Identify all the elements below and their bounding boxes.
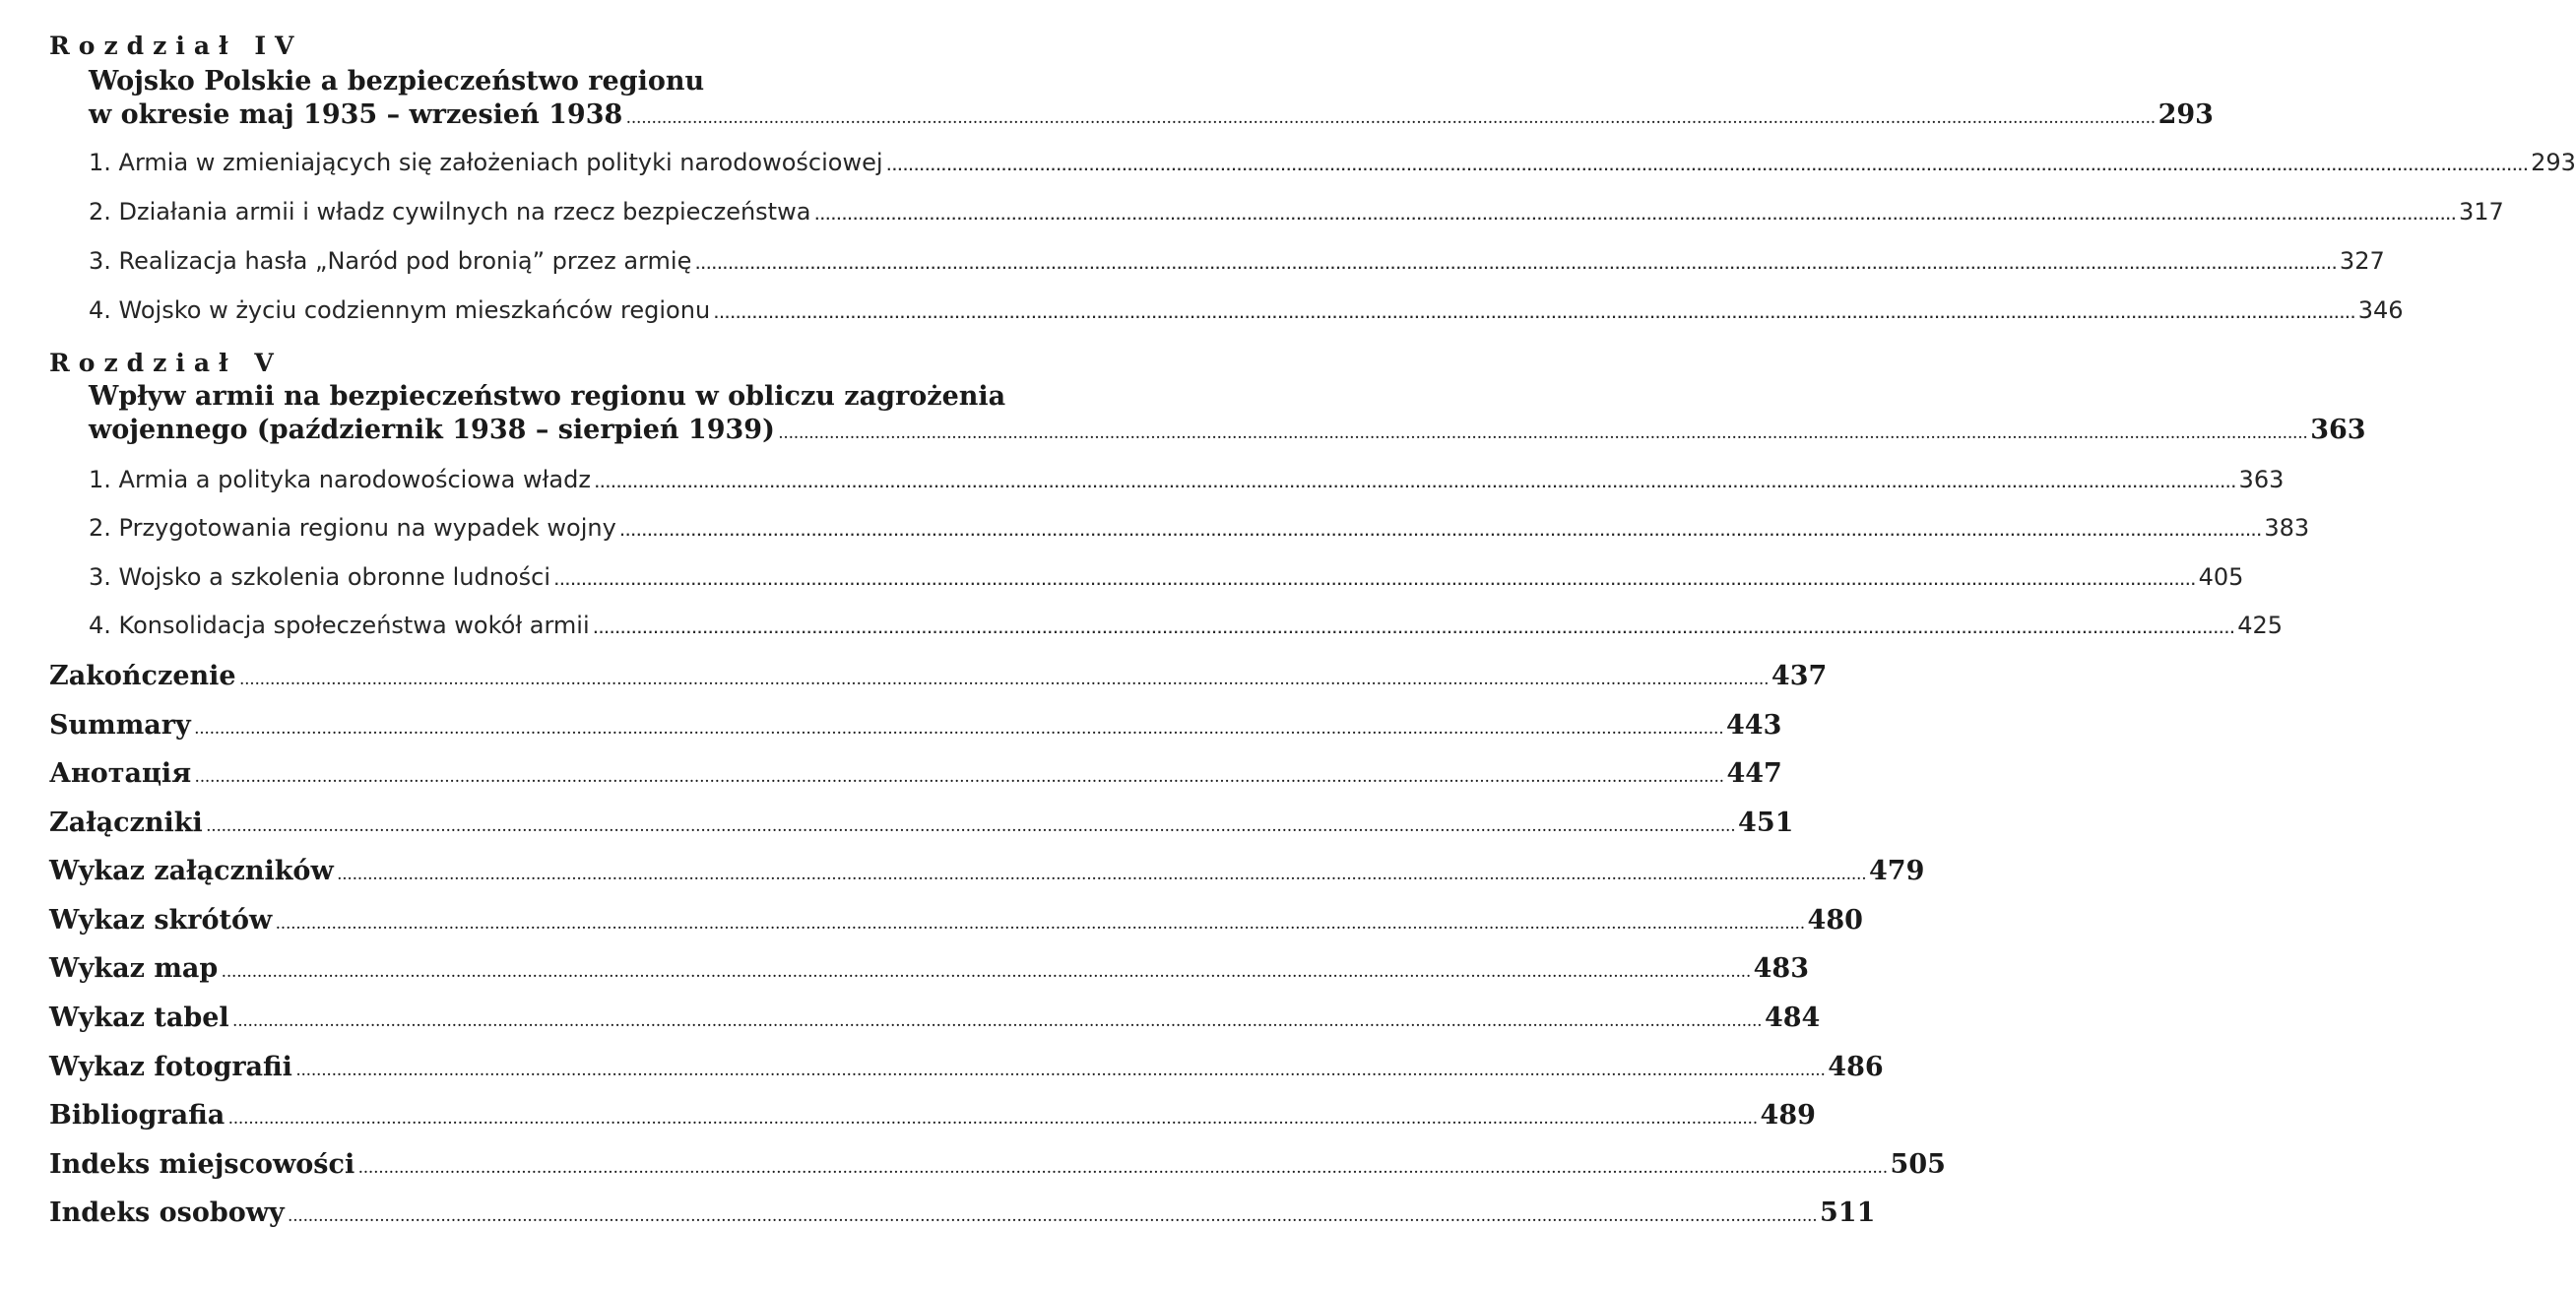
dot-leader: ............................................................................................................................................................................................................................................................................................................ (206, 820, 1737, 834)
chapter-4-title-line-2: w okresie maj 1935 – wrzesień 1938 (89, 99, 623, 130)
entry-label: Summary (49, 710, 191, 741)
section-page: 425 (2237, 612, 2284, 639)
section-label: 4. Konsolidacja społeczeństwa wokół armii (89, 612, 590, 639)
section-label: 1. Armia a polityka narodowościowa władz (89, 466, 591, 493)
chapter-5-title-line-2: wojennego (październik 1938 – sierpień 1939) (89, 415, 775, 445)
chapter-5-title-line-1: Wpływ armii na bezpieczeństwo regionu w obliczu zagrożenia (89, 381, 1006, 412)
toc-entry-wykaz-tabel[interactable] (49, 1002, 1821, 1039)
chapter-5-page: 363 (2310, 415, 2366, 445)
toc-section-4-1[interactable] (89, 148, 2576, 181)
section-label: 3. Realizacja hasła „Naród pod bronią” przez armię (89, 247, 692, 275)
toc-entry-indeks-miejscowosci[interactable] (49, 1148, 1946, 1186)
entry-page: 505 (1890, 1149, 1946, 1180)
toc-section-4-2[interactable] (89, 197, 2504, 230)
entry-page: 480 (1807, 905, 1863, 936)
entry-label: Załączniki (49, 808, 203, 838)
dot-leader: ............................................................................................................................................................................................................................................................................................................ (194, 723, 1725, 737)
entry-label: Wykaz map (49, 953, 219, 984)
dot-leader: ............................................................................................................................................................................................................................................................................................................ (195, 771, 1725, 785)
dot-leader: ............................................................................................................................................................................................................................................................................................................ (295, 1065, 1827, 1078)
entry-label: Wykaz fotografii (49, 1052, 292, 1082)
dot-leader: ............................................................................................................................................................................................................................................................................................................ (886, 160, 2530, 173)
entry-label: Wykaz tabel (49, 1003, 229, 1033)
entry-label: Zakończenie (49, 661, 236, 691)
dot-leader: ............................................................................................................................................................................................................................................................................................................ (626, 112, 2157, 126)
chapter-4-title-line-1: Wojsko Polskie a bezpieczeństwo regionu (89, 66, 705, 97)
section-label: 2. Działania armii i władz cywilnych na rzecz bezpieczeństwa (89, 198, 811, 226)
dot-leader: ............................................................................................................................................................................................................................................................................................................ (228, 1113, 1759, 1127)
entry-page: 447 (1726, 758, 1782, 789)
dot-leader: ............................................................................................................................................................................................................................................................................................................ (593, 622, 2236, 636)
section-page: 317 (2459, 198, 2504, 226)
dot-leader: ............................................................................................................................................................................................................................................................................................................ (814, 209, 2458, 223)
entry-label: Анотація (49, 758, 192, 789)
toc-section-5-2[interactable] (89, 513, 2310, 547)
entry-label: Indeks miejscowości (49, 1149, 355, 1180)
section-page: 363 (2238, 466, 2285, 493)
section-page: 383 (2264, 514, 2310, 542)
entry-label: Wykaz załączników (49, 856, 334, 886)
dot-leader: ............................................................................................................................................................................................................................................................................................................ (554, 574, 2197, 588)
entry-label: Bibliografia (49, 1100, 225, 1131)
entry-page: 483 (1753, 953, 1809, 984)
dot-leader: ............................................................................................................................................................................................................................................................................................................ (714, 307, 2356, 321)
section-label: 2. Przygotowania regionu na wypadek wojny (89, 514, 616, 542)
entry-page: 443 (1726, 710, 1782, 741)
entry-label: Indeks osobowy (49, 1197, 285, 1228)
dot-leader: ............................................................................................................................................................................................................................................................................................................ (358, 1162, 1889, 1176)
dot-leader: ............................................................................................................................................................................................................................................................................................................ (276, 918, 1806, 932)
toc-entry-wykaz-zalacznikow[interactable] (49, 855, 1925, 892)
chapter-4-page: 293 (2157, 99, 2214, 130)
toc-entry-wykaz-map[interactable] (49, 952, 1809, 990)
dot-leader: ............................................................................................................................................................................................................................................................................................................ (288, 1210, 1818, 1224)
dot-leader: ............................................................................................................................................................................................................................................................................................................ (594, 477, 2237, 490)
toc-entry-wykaz-fotografii[interactable] (49, 1051, 1884, 1088)
toc-entry-anotacja[interactable] (49, 757, 1782, 795)
toc-entry-zalaczniki[interactable] (49, 807, 1794, 844)
toc-section-5-3[interactable] (89, 562, 2244, 596)
dot-leader: ............................................................................................................................................................................................................................................................................................................ (695, 258, 2338, 272)
toc-section-4-3[interactable] (89, 246, 2385, 280)
toc-entry-summary[interactable] (49, 709, 1782, 746)
toc-section-5-4[interactable] (89, 611, 2284, 644)
dot-leader: ............................................................................................................................................................................................................................................................................................................ (239, 674, 1770, 687)
entry-page: 437 (1771, 661, 1828, 691)
dot-leader: ............................................................................................................................................................................................................................................................................................................ (232, 1015, 1763, 1029)
entry-label: Wykaz skrótów (49, 905, 273, 936)
dot-leader: ............................................................................................................................................................................................................................................................................................................ (222, 966, 1752, 980)
dot-leader: ............................................................................................................................................................................................................................................................................................................ (619, 525, 2263, 539)
section-page: 346 (2357, 296, 2404, 324)
entry-page: 511 (1820, 1197, 1876, 1228)
section-label: 4. Wojsko w życiu codziennym mieszkańców regionu (89, 296, 711, 324)
toc-entry-indeks-osobowy[interactable] (49, 1197, 1876, 1234)
entry-page: 486 (1828, 1052, 1884, 1082)
chapter-5-label: Rozdział V (49, 349, 283, 377)
chapter-4-label: Rozdział IV (49, 32, 303, 60)
entry-page: 479 (1869, 856, 1925, 886)
toc-section-4-4[interactable] (89, 295, 2404, 329)
section-page: 405 (2198, 563, 2244, 591)
dot-leader: ............................................................................................................................................................................................................................................................................................................ (337, 869, 1868, 882)
section-page: 327 (2339, 247, 2385, 275)
entry-page: 489 (1760, 1100, 1816, 1131)
entry-page: 484 (1764, 1003, 1821, 1033)
dot-leader: ............................................................................................................................................................................................................................................................................................................ (778, 427, 2309, 441)
section-label: 1. Armia w zmieniających się założeniach polityki narodowościowej (89, 149, 883, 176)
chapter-5-title-row[interactable] (89, 414, 2366, 451)
toc-entry-bibliografia[interactable] (49, 1099, 1816, 1136)
chapter-4-title-row[interactable] (89, 98, 2214, 136)
toc-section-5-1[interactable] (89, 465, 2285, 498)
toc-entry-wykaz-skrotow[interactable] (49, 904, 1863, 941)
entry-page: 451 (1738, 808, 1794, 838)
toc-entry-zakonczenie[interactable] (49, 660, 1828, 697)
section-page: 293 (2531, 149, 2576, 176)
section-label: 3. Wojsko a szkolenia obronne ludności (89, 563, 551, 591)
